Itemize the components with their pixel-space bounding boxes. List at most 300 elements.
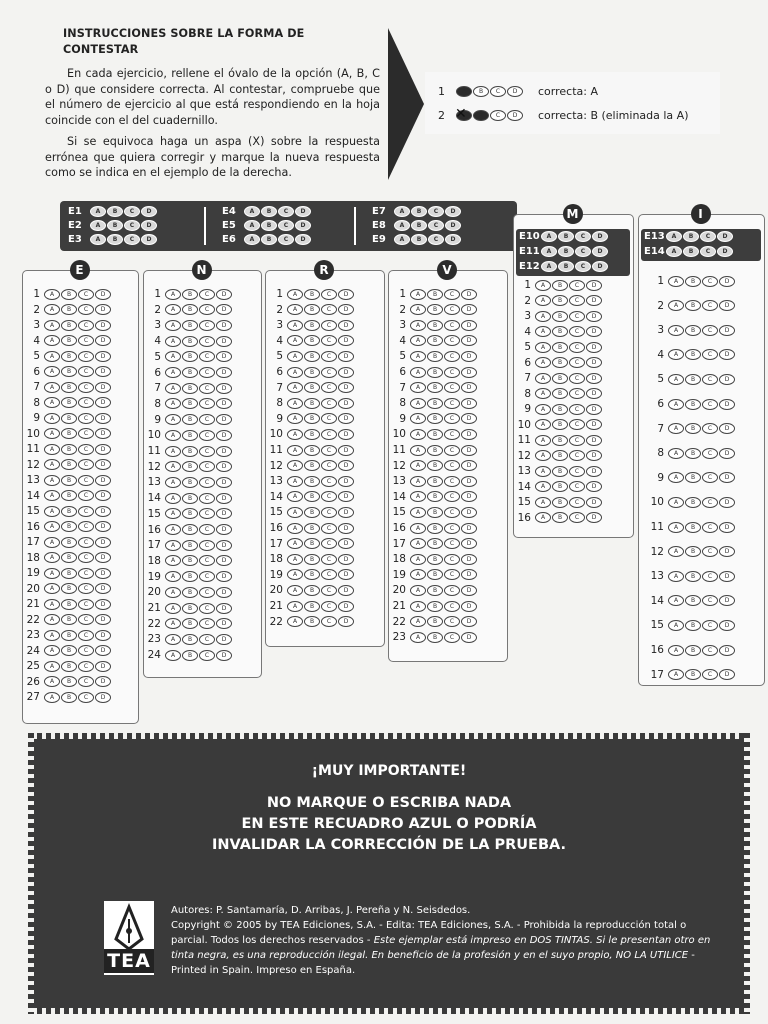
answer-bubble[interactable]: A [668,349,684,360]
answer-bubble[interactable]: D [461,460,477,471]
answer-bubble[interactable]: B [61,413,77,424]
answer-bubble[interactable]: C [702,571,718,582]
answer-bubble[interactable]: B [61,475,77,486]
answer-bubble[interactable]: B [304,523,320,534]
answer-bubble[interactable]: D [719,571,735,582]
answer-bubble[interactable]: C [78,428,94,439]
answer-bubble[interactable]: C [700,246,716,257]
answer-bubble[interactable]: A [287,507,303,518]
answer-bubble[interactable]: A [410,632,426,643]
answer-bubble[interactable]: C [444,304,460,315]
answer-bubble[interactable]: B [61,351,77,362]
answer-bubble[interactable]: B [685,374,701,385]
answer-bubble[interactable]: B [304,398,320,409]
answer-bubble[interactable]: C [702,300,718,311]
answer-bubble[interactable]: C [199,367,215,378]
answer-bubble[interactable]: D [95,397,111,408]
answer-bubble[interactable]: C [199,398,215,409]
answer-bubble[interactable]: D [586,295,602,306]
answer-bubble[interactable]: A [287,523,303,534]
answer-bubble[interactable]: D [295,220,311,231]
answer-bubble[interactable]: C [702,448,718,459]
answer-bubble[interactable]: D [216,540,232,551]
answer-bubble[interactable]: A [165,446,181,457]
answer-bubble[interactable]: A [165,524,181,535]
answer-bubble[interactable]: D [95,335,111,346]
answer-bubble[interactable]: A [410,569,426,580]
answer-bubble[interactable]: D [95,382,111,393]
answer-bubble[interactable]: A [668,546,684,557]
answer-bubble[interactable]: D [461,413,477,424]
answer-bubble[interactable]: A [165,587,181,598]
answer-bubble[interactable]: D [216,398,232,409]
answer-bubble[interactable]: A [287,413,303,424]
answer-bubble[interactable]: A [44,335,60,346]
answer-bubble[interactable]: A [535,373,551,384]
answer-bubble[interactable]: A [668,276,684,287]
answer-bubble[interactable]: D [461,491,477,502]
answer-bubble[interactable]: A [165,351,181,362]
answer-bubble[interactable]: C [78,537,94,548]
answer-bubble[interactable]: C [702,276,718,287]
answer-bubble[interactable]: C [78,382,94,393]
answer-bubble[interactable]: C [321,554,337,565]
answer-bubble[interactable]: C [78,552,94,563]
answer-bubble[interactable]: C [444,289,460,300]
answer-bubble[interactable]: C [569,326,585,337]
answer-bubble[interactable]: B [182,587,198,598]
answer-bubble[interactable]: D [586,435,602,446]
answer-bubble[interactable]: A [244,220,260,231]
answer-bubble[interactable]: C [702,595,718,606]
answer-bubble[interactable]: D [461,429,477,440]
answer-bubble[interactable]: B [304,507,320,518]
answer-bubble[interactable]: B [61,552,77,563]
answer-bubble[interactable]: D [95,444,111,455]
answer-bubble[interactable]: A [44,599,60,610]
answer-bubble[interactable]: C [444,413,460,424]
answer-bubble[interactable]: D [719,448,735,459]
answer-bubble[interactable]: A [535,512,551,523]
answer-bubble[interactable]: A [287,585,303,596]
answer-bubble[interactable]: D [338,304,354,315]
answer-bubble[interactable]: C [444,429,460,440]
answer-bubble[interactable]: B [61,630,77,641]
answer-bubble[interactable]: A [410,601,426,612]
answer-bubble[interactable]: B [683,231,699,242]
answer-bubble[interactable]: D [338,413,354,424]
answer-bubble[interactable]: A [165,603,181,614]
answer-bubble[interactable]: C [124,220,140,231]
answer-bubble[interactable]: A [666,231,682,242]
answer-bubble[interactable]: C [321,429,337,440]
answer-bubble[interactable]: A [668,325,684,336]
answer-bubble[interactable]: A [668,448,684,459]
answer-bubble[interactable]: C [569,357,585,368]
answer-bubble[interactable]: B [61,382,77,393]
answer-bubble[interactable]: A [165,398,181,409]
answer-bubble[interactable]: B [552,280,568,291]
answer-bubble[interactable]: A [165,289,181,300]
answer-bubble[interactable]: B [685,497,701,508]
answer-bubble[interactable]: B [552,450,568,461]
answer-bubble[interactable]: D [338,491,354,502]
answer-bubble[interactable]: A [410,585,426,596]
answer-bubble[interactable]: B [61,645,77,656]
answer-bubble[interactable]: B [304,476,320,487]
answer-bubble[interactable]: B [427,460,443,471]
answer-bubble[interactable]: A [90,234,106,245]
answer-bubble[interactable]: B [61,537,77,548]
answer-bubble[interactable]: D [461,304,477,315]
answer-bubble[interactable]: C [199,650,215,661]
answer-bubble[interactable]: C [702,325,718,336]
answer-bubble[interactable]: D [95,645,111,656]
answer-bubble[interactable]: D [216,650,232,661]
answer-bubble[interactable]: C [199,351,215,362]
answer-bubble[interactable]: D [586,497,602,508]
answer-bubble[interactable]: D [141,206,157,217]
answer-bubble[interactable]: C [569,497,585,508]
answer-bubble[interactable]: A [668,497,684,508]
answer-bubble[interactable]: C [78,630,94,641]
answer-bubble[interactable]: A [44,645,60,656]
answer-bubble[interactable]: D [338,476,354,487]
answer-bubble[interactable]: D [216,524,232,535]
answer-bubble[interactable]: D [95,583,111,594]
answer-bubble[interactable]: C [124,234,140,245]
answer-bubble[interactable]: A [535,497,551,508]
answer-bubble[interactable]: D [461,507,477,518]
answer-bubble[interactable]: C [199,430,215,441]
answer-bubble[interactable]: B [552,388,568,399]
answer-bubble[interactable]: B [427,413,443,424]
answer-bubble[interactable]: B [304,569,320,580]
answer-bubble[interactable]: B [182,540,198,551]
answer-bubble[interactable]: C [569,450,585,461]
answer-bubble[interactable]: D [338,335,354,346]
answer-bubble[interactable]: D [461,382,477,393]
answer-bubble[interactable]: B [182,289,198,300]
answer-bubble[interactable]: B [552,497,568,508]
answer-bubble[interactable]: D [216,477,232,488]
answer-bubble[interactable]: B [304,460,320,471]
answer-bubble[interactable]: A [244,234,260,245]
answer-bubble[interactable]: D [445,206,461,217]
answer-bubble[interactable]: C [444,523,460,534]
answer-bubble[interactable]: A [44,475,60,486]
answer-bubble[interactable]: C [702,645,718,656]
answer-bubble[interactable]: D [592,261,608,272]
answer-bubble[interactable]: A [410,335,426,346]
answer-bubble[interactable]: B [685,472,701,483]
answer-bubble[interactable]: B [261,206,277,217]
answer-bubble[interactable]: A [394,220,410,231]
answer-bubble[interactable]: B [261,220,277,231]
answer-bubble[interactable]: D [719,300,735,311]
answer-bubble[interactable]: B [61,397,77,408]
answer-bubble[interactable]: D [95,506,111,517]
answer-bubble[interactable]: A [165,540,181,551]
answer-bubble[interactable]: D [295,234,311,245]
answer-bubble[interactable]: D [216,304,232,315]
answer-bubble[interactable]: A [535,326,551,337]
answer-bubble[interactable]: B [107,220,123,231]
answer-bubble[interactable]: B [552,326,568,337]
answer-bubble[interactable]: B [182,603,198,614]
answer-bubble[interactable]: A [44,583,60,594]
answer-bubble[interactable]: B [304,585,320,596]
answer-bubble[interactable]: D [95,552,111,563]
answer-bubble[interactable]: C [78,676,94,687]
answer-bubble[interactable]: B [552,419,568,430]
answer-bubble[interactable]: D [586,404,602,415]
answer-bubble[interactable]: C [78,366,94,377]
answer-bubble[interactable]: A [165,414,181,425]
answer-bubble[interactable]: C [569,435,585,446]
answer-bubble[interactable]: D [719,374,735,385]
answer-bubble[interactable]: C [444,601,460,612]
answer-bubble[interactable]: B [685,399,701,410]
answer-bubble[interactable]: D [95,599,111,610]
answer-bubble[interactable]: B [304,289,320,300]
answer-bubble[interactable]: B [304,429,320,440]
answer-bubble[interactable]: B [427,429,443,440]
answer-bubble[interactable]: A [287,351,303,362]
answer-bubble[interactable]: C [321,476,337,487]
answer-bubble[interactable]: A [410,460,426,471]
answer-bubble[interactable]: B [304,554,320,565]
answer-bubble[interactable]: A [165,634,181,645]
answer-bubble[interactable]: D [338,382,354,393]
answer-bubble[interactable]: D [586,357,602,368]
answer-bubble[interactable]: A [44,568,60,579]
answer-bubble[interactable]: B [182,414,198,425]
answer-bubble[interactable]: B [685,349,701,360]
answer-bubble[interactable]: A [668,399,684,410]
answer-bubble[interactable]: C [569,295,585,306]
answer-bubble[interactable]: C [321,569,337,580]
answer-bubble[interactable]: B [427,289,443,300]
answer-bubble[interactable]: B [685,300,701,311]
answer-bubble[interactable]: C [444,367,460,378]
answer-bubble[interactable]: A [394,234,410,245]
answer-bubble[interactable]: A [535,419,551,430]
answer-bubble[interactable]: C [321,523,337,534]
answer-bubble[interactable]: A [44,506,60,517]
answer-bubble[interactable]: A [541,261,557,272]
answer-bubble[interactable]: D [338,554,354,565]
answer-bubble[interactable]: B [558,261,574,272]
answer-bubble[interactable]: D [719,497,735,508]
answer-bubble[interactable]: A [287,289,303,300]
answer-bubble[interactable]: B [61,444,77,455]
answer-bubble[interactable]: D [338,507,354,518]
answer-bubble[interactable]: A [90,220,106,231]
answer-bubble[interactable]: D [95,568,111,579]
answer-bubble[interactable]: C [199,634,215,645]
answer-bubble[interactable]: C [199,383,215,394]
answer-bubble[interactable]: D [445,220,461,231]
answer-bubble[interactable]: C [321,335,337,346]
answer-bubble[interactable]: B [427,507,443,518]
answer-bubble[interactable]: A [44,552,60,563]
answer-bubble[interactable]: C [569,373,585,384]
answer-bubble[interactable]: B [61,459,77,470]
answer-bubble[interactable]: D [717,246,733,257]
answer-bubble[interactable]: C [702,374,718,385]
answer-bubble[interactable]: D [216,320,232,331]
answer-bubble[interactable]: A [668,669,684,680]
answer-bubble[interactable]: B [304,445,320,456]
answer-bubble[interactable]: C [199,571,215,582]
answer-bubble[interactable]: C [78,645,94,656]
answer-bubble[interactable]: A [410,476,426,487]
answer-bubble[interactable]: C [444,491,460,502]
answer-bubble[interactable]: B [61,692,77,703]
answer-bubble[interactable]: B [61,320,77,331]
answer-bubble[interactable]: C [575,231,591,242]
answer-bubble[interactable]: B [61,568,77,579]
answer-bubble[interactable]: C [702,497,718,508]
answer-bubble[interactable]: A [287,445,303,456]
answer-bubble[interactable]: A [410,507,426,518]
answer-bubble[interactable]: D [461,523,477,534]
answer-bubble[interactable]: C [575,261,591,272]
answer-bubble[interactable]: B [552,404,568,415]
answer-bubble[interactable]: B [685,669,701,680]
answer-bubble[interactable]: D [461,476,477,487]
answer-bubble[interactable]: A [165,571,181,582]
answer-bubble[interactable]: A [668,374,684,385]
answer-bubble[interactable]: A [410,351,426,362]
answer-bubble[interactable]: C [321,601,337,612]
answer-bubble[interactable]: B [558,246,574,257]
answer-bubble[interactable]: A [165,477,181,488]
answer-bubble[interactable]: C [78,599,94,610]
answer-bubble[interactable]: B [182,634,198,645]
answer-bubble[interactable]: B [61,676,77,687]
answer-bubble[interactable]: A [44,521,60,532]
answer-bubble[interactable]: C [278,206,294,217]
answer-bubble[interactable]: C [199,493,215,504]
answer-bubble[interactable]: A [668,472,684,483]
answer-bubble[interactable]: B [182,383,198,394]
answer-bubble[interactable]: B [552,311,568,322]
answer-bubble[interactable]: B [61,506,77,517]
answer-bubble[interactable]: B [61,366,77,377]
answer-bubble[interactable]: D [461,289,477,300]
answer-bubble[interactable]: D [95,521,111,532]
answer-bubble[interactable]: D [141,220,157,231]
answer-bubble[interactable]: B [427,335,443,346]
answer-bubble[interactable]: B [304,538,320,549]
answer-bubble[interactable]: C [321,351,337,362]
answer-bubble[interactable]: B [61,428,77,439]
answer-bubble[interactable]: D [141,234,157,245]
answer-bubble[interactable]: C [199,508,215,519]
answer-bubble[interactable]: B [427,523,443,534]
answer-bubble[interactable]: A [44,614,60,625]
answer-bubble[interactable]: B [427,476,443,487]
answer-bubble[interactable]: C [702,522,718,533]
answer-bubble[interactable]: A [666,246,682,257]
answer-bubble[interactable]: D [338,429,354,440]
answer-bubble[interactable]: C [321,616,337,627]
answer-bubble[interactable]: A [410,398,426,409]
answer-bubble[interactable]: C [569,280,585,291]
answer-bubble[interactable]: C [321,320,337,331]
answer-bubble[interactable]: A [165,493,181,504]
answer-bubble[interactable]: A [410,538,426,549]
answer-bubble[interactable]: A [668,571,684,582]
answer-bubble[interactable]: B [182,508,198,519]
answer-bubble[interactable]: C [702,423,718,434]
answer-bubble[interactable]: A [44,676,60,687]
answer-bubble[interactable]: C [199,524,215,535]
answer-bubble[interactable]: B [304,367,320,378]
answer-bubble[interactable]: B [552,373,568,384]
answer-bubble[interactable]: C [78,289,94,300]
answer-bubble[interactable]: C [78,304,94,315]
answer-bubble[interactable]: A [410,413,426,424]
answer-bubble[interactable]: A [44,320,60,331]
answer-bubble[interactable]: D [445,234,461,245]
answer-bubble[interactable]: A [44,459,60,470]
answer-bubble[interactable]: C [702,620,718,631]
answer-bubble[interactable]: C [444,554,460,565]
answer-bubble[interactable]: D [592,246,608,257]
answer-bubble[interactable]: D [338,601,354,612]
answer-bubble[interactable]: B [182,618,198,629]
answer-bubble[interactable]: C [199,587,215,598]
answer-bubble[interactable]: C [199,540,215,551]
answer-bubble[interactable]: A [165,461,181,472]
answer-bubble[interactable]: B [685,595,701,606]
answer-bubble[interactable]: C [78,506,94,517]
answer-bubble[interactable]: D [338,538,354,549]
answer-bubble[interactable]: C [428,206,444,217]
answer-bubble[interactable]: A [287,304,303,315]
answer-bubble[interactable]: D [719,472,735,483]
answer-bubble[interactable]: A [535,295,551,306]
answer-bubble[interactable]: C [569,419,585,430]
answer-bubble[interactable]: A [287,554,303,565]
answer-bubble[interactable]: A [44,444,60,455]
answer-bubble[interactable]: D [461,538,477,549]
answer-bubble[interactable]: D [461,335,477,346]
answer-bubble[interactable]: D [216,618,232,629]
answer-bubble[interactable]: D [95,692,111,703]
answer-bubble[interactable]: C [444,616,460,627]
answer-bubble[interactable]: D [586,512,602,523]
answer-bubble[interactable]: D [338,289,354,300]
answer-bubble[interactable]: A [287,398,303,409]
answer-bubble[interactable]: B [685,571,701,582]
answer-bubble[interactable]: C [199,618,215,629]
answer-bubble[interactable]: D [338,616,354,627]
answer-bubble[interactable]: C [199,461,215,472]
answer-bubble[interactable]: A [287,367,303,378]
answer-bubble[interactable]: B [411,220,427,231]
answer-bubble[interactable]: B [182,304,198,315]
answer-bubble[interactable]: C [428,234,444,245]
answer-bubble[interactable]: D [95,459,111,470]
answer-bubble[interactable]: D [95,351,111,362]
answer-bubble[interactable]: C [428,220,444,231]
answer-bubble[interactable]: A [44,351,60,362]
answer-bubble[interactable]: A [668,423,684,434]
